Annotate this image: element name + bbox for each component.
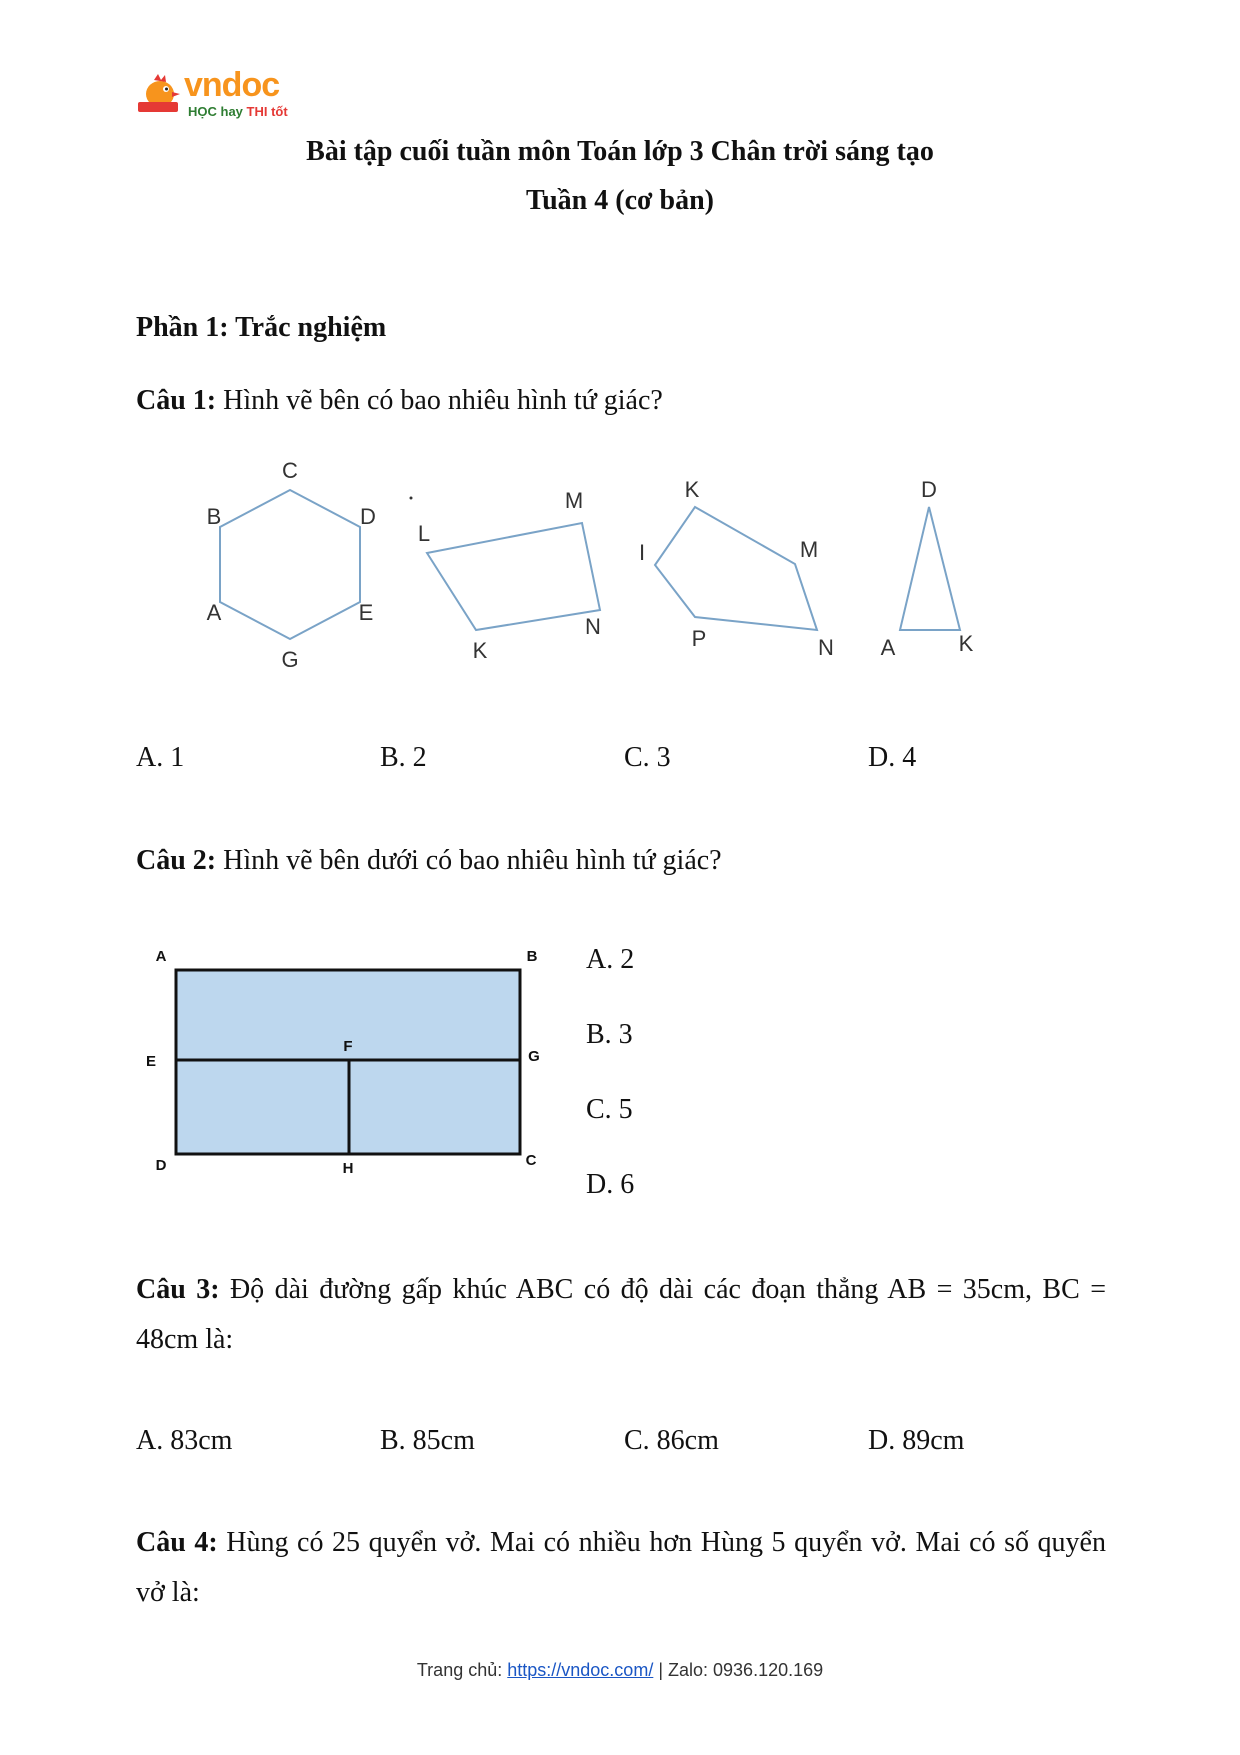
q2-option-d[interactable]: D. 6 [586,1169,635,1200]
dot-mark [410,497,413,500]
question-label: Câu 1: [136,385,217,416]
page-footer [0,1660,1240,1681]
question-label: Câu 4: [136,1527,218,1558]
question-text: Hình vẽ bên dưới có bao nhiêu hình tứ giác? [216,845,722,876]
q1-option-a[interactable]: A. 1 [136,742,185,773]
document-title: Bài tập cuối tuần môn Toán lớp 3 Chân trời sáng tạo [306,136,934,167]
vertex-label: C [525,1152,537,1169]
footer-prefix: Trang chủ: [416,1660,508,1680]
vertex-label: F [343,1038,353,1055]
vertex-label: B [526,948,538,965]
mascot-icon [136,72,182,118]
section-heading: Phần 1: Trắc nghiệm [136,312,387,343]
q2-figure [140,940,560,1190]
q1-option-c[interactable]: C. 3 [624,742,671,773]
vertex-label: M [564,488,584,513]
vertex-label: D [360,504,376,529]
vertex-label: M [799,537,819,562]
vertex-label: K [958,631,974,656]
homepage-link[interactable]: https://vndoc.com/ [507,1660,654,1680]
question-text: Hùng có 25 quyển vở. Mai có nhiều hơn Hùng 5 quyển vở. Mai có số quyển vở là: [136,1527,1106,1608]
hexagon-shape [220,490,360,639]
q3-option-b[interactable]: B. 85cm [380,1425,475,1456]
vertex-label: K [684,477,700,502]
vndoc-logo[interactable] [136,66,306,126]
vertex-label: D [155,1157,167,1174]
q3-option-d[interactable]: D. 89cm [868,1425,965,1456]
vertex-label: A [155,948,167,965]
document-subtitle: Tuần 4 (cơ bản) [526,185,714,216]
vertex-label: I [638,540,646,565]
vertex-label: K [472,638,488,663]
q2-option-c[interactable]: C. 5 [586,1094,633,1125]
vertex-label: B [206,504,222,529]
q3-option-a[interactable]: A. 83cm [136,1425,233,1456]
logo-tagline: HỌC hay THI tốt [188,104,288,119]
vertex-label: N [585,614,601,639]
vertex-label: E [358,600,374,625]
vertex-label: E [145,1053,157,1070]
vertex-label: A [206,600,222,625]
vertex-label: P [691,626,707,651]
vertex-label: H [342,1160,354,1177]
vertex-label: D [921,477,937,502]
q2-option-b[interactable]: B. 3 [586,1019,633,1050]
question-4 [136,1518,1106,1618]
q3-option-c[interactable]: C. 86cm [624,1425,719,1456]
quadrilateral-lmnk [427,523,600,630]
question-label: Câu 3: [136,1274,220,1305]
question-text: Hình vẽ bên có bao nhiêu hình tứ giác? [216,385,663,416]
question-text: Độ dài đường gấp khúc ABC có độ dài các đoạn thẳng AB = 35cm, BC = 48cm là: [136,1274,1106,1355]
footer-contact: | Zalo: 0936.120.169 [653,1660,824,1680]
q2-option-a[interactable]: A. 2 [586,944,635,975]
question-1 [136,385,663,417]
vertex-label: G [281,647,299,672]
vertex-label: N [818,635,834,660]
q1-figure [190,450,1010,680]
question-2 [136,845,722,877]
logo-wordmark: vndoc [184,66,280,104]
q1-option-b[interactable]: B. 2 [380,742,427,773]
pentagon-kimpn [655,507,817,630]
vertex-label: C [282,458,298,483]
question-label: Câu 2: [136,845,217,876]
vertex-label: G [528,1048,540,1065]
triangle-dak [900,507,960,630]
question-3 [136,1265,1106,1365]
vertex-label: A [880,635,896,660]
vertex-label: L [417,521,431,546]
q1-option-d[interactable]: D. 4 [868,742,917,773]
